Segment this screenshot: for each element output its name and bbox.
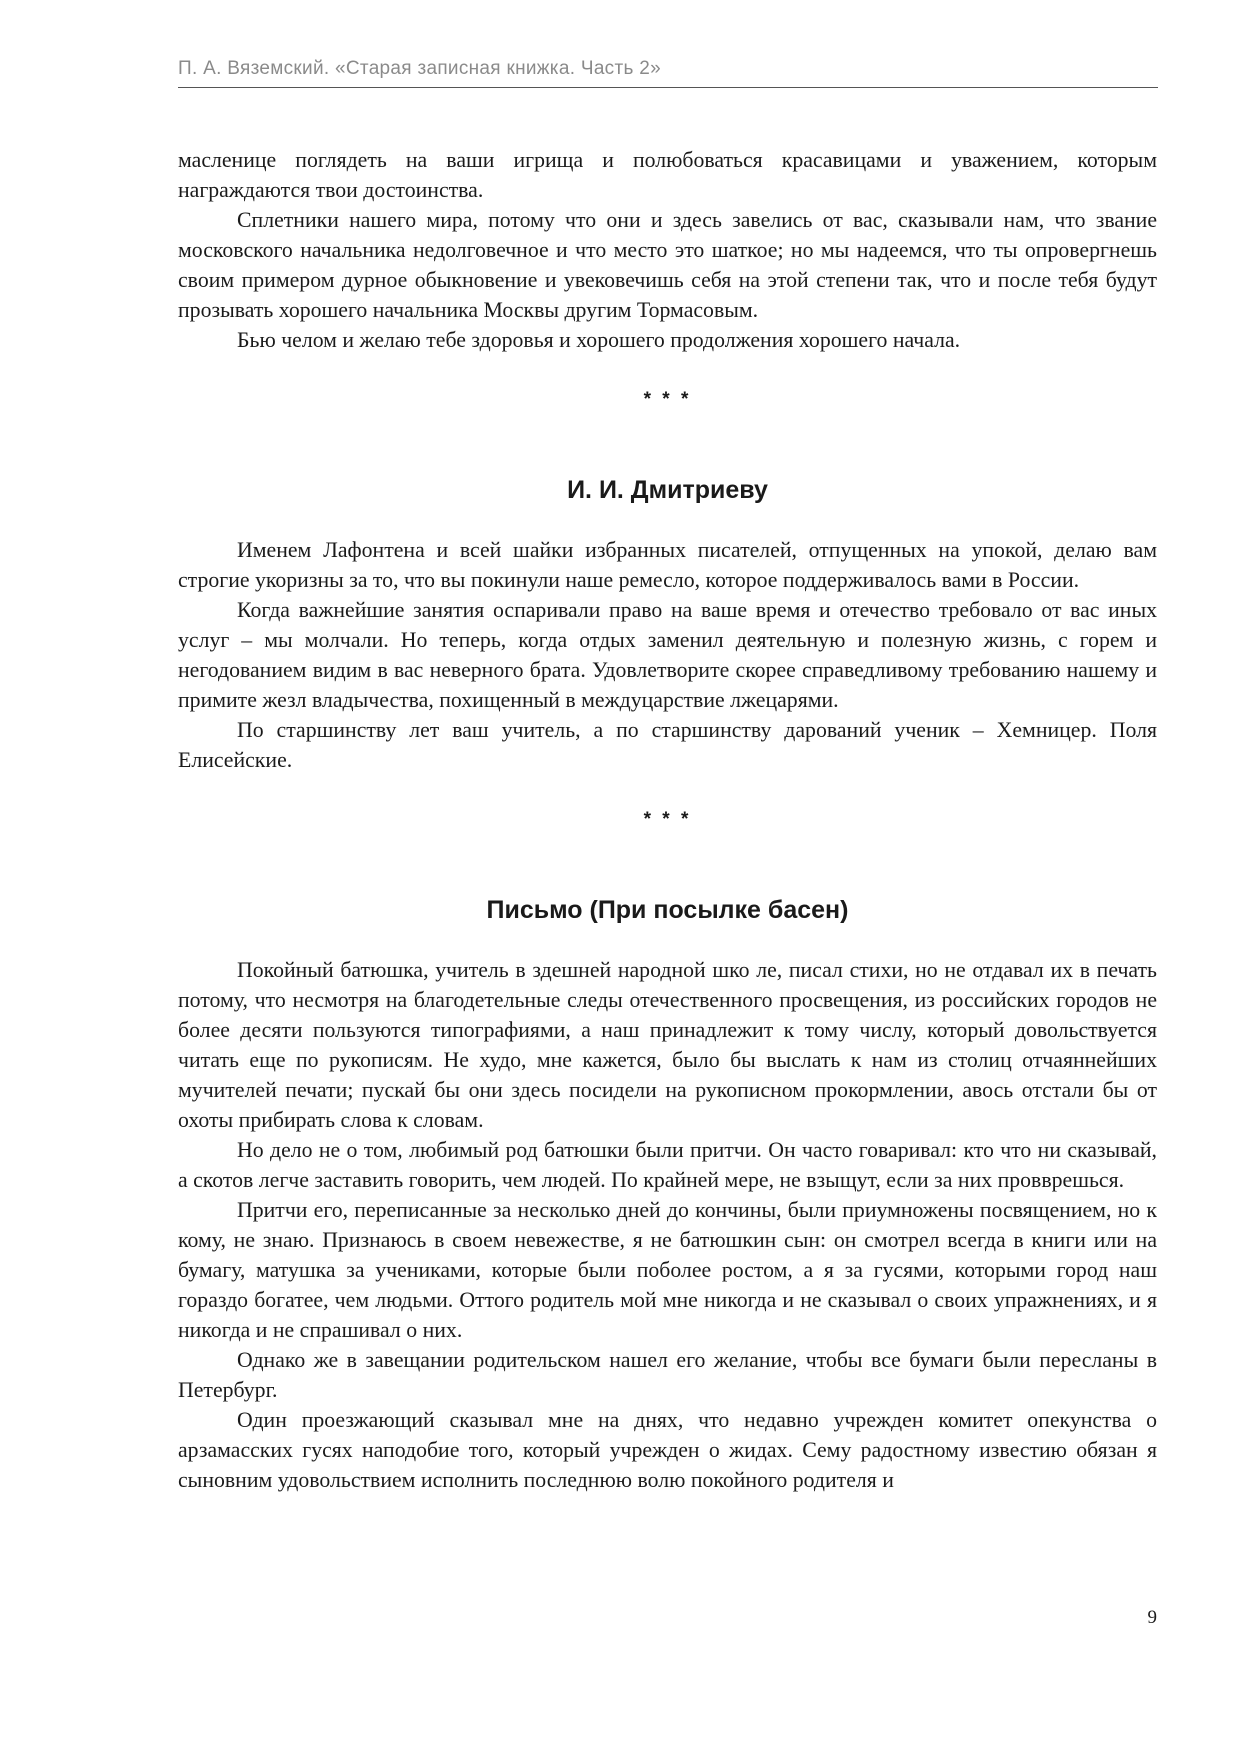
paragraph: Но дело не о том, любимый род батюшки были притчи. Он часто говаривал: кто что ни сказывай, а скотов легче заставить говорить, чем людей. По крайней мере, не взыщут, если за них провврешься. [178, 1138, 1157, 1192]
paragraph: Когда важнейшие занятия оспаривали право на ваше время и отечество требовало от вас иных услуг – мы молчали. Но теперь, когда отдых заменил деятельную и полезную жизнь, с горем и негодованием видим в вас неверного брата. Удовлетворите скорее справедливому требованию нашему и примите жезл владычества, похищенный в междуцарствие лжецарями. [178, 598, 1157, 712]
page-number: 9 [1147, 1607, 1157, 1628]
paragraph: Однако же в завещании родительском нашел его желание, чтобы все бумаги были пересланы в Петербург. [178, 1348, 1157, 1402]
page-body [178, 145, 1157, 1495]
section-separator: * * * [643, 389, 692, 410]
paragraph-continued: масленице поглядеть на ваши игрища и полюбоваться красавицами и уважением, которым награждаются твои достоинства. [178, 148, 1157, 202]
paragraph: Притчи его, переписанные за несколько дней до кончины, были приумножены посвящением, но к кому, не знаю. Признаюсь в своем невежестве, я не батюшкин сын: он смотрел всегда в книги или на бумагу, матушка за учениками, которые были поболее ростом, а я за гусями, которыми город наш гораздо богатее, чем людьми. Оттого родитель мой мне никогда и не сказывал о своих упражнениях, и я никогда и не спрашивал о них. [178, 1198, 1157, 1342]
section-separator: * * * [643, 809, 692, 830]
paragraph: По старшинству лет ваш учитель, а по старшинству дарований ученик – Хемницер. Поля Елисейские. [178, 718, 1157, 772]
paragraph: Покойный батюшка, учитель в здешней народной шко ле, писал стихи, но не отдавал их в печать потому, что несмотря на благодетельные следы отечественного просвещения, из российских городов не более десяти пользуются типографиями, а наш принадлежит к тому числу, который довольствуется читать еще по рукописям. Не худо, мне кажется, было бы выслать к нам из столиц отчаяннейших мучителей печати; пускай бы они здесь посидели на рукописном прокормлении, авось отстали бы от охоты прибирать слова к словам. [178, 958, 1157, 1132]
section-heading-letter: Письмо (При посылке басен) [486, 896, 849, 924]
paragraph: Бью челом и желаю тебе здоровья и хорошего продолжения хорошего начала. [237, 328, 961, 352]
paragraph: Сплетники нашего мира, потому что они и здесь завелись от вас, сказывали нам, что звание московского начальника недолговечное и что место это шаткое; но мы надеемся, что ты опровергнешь своим примером дурное обыкновение и увековечишь себя на этой степени так, что и после тебя будут прозывать хорошего начальника Москвы другим Тормасовым. [178, 208, 1157, 322]
header-divider [178, 87, 1158, 88]
paragraph: Именем Лафонтена и всей шайки избранных писателей, отпущенных на упокой, делаю вам строгие укоризны за то, что вы покинули наше ремесло, которое поддерживалось вами в России. [178, 538, 1157, 592]
running-header: П. А. Вяземский. «Старая записная книжка. Часть 2» [178, 58, 661, 79]
paragraph: Один проезжающий сказывал мне на днях, что недавно учрежден комитет опекунства о арзамасских гусях наподобие того, который учрежден о жидах. Сему радостному известию обязан я сыновним удовольствием исполнить последнюю волю покойного родителя и [178, 1408, 1157, 1492]
section-heading-dmitriev: И. И. Дмитриеву [567, 476, 768, 504]
